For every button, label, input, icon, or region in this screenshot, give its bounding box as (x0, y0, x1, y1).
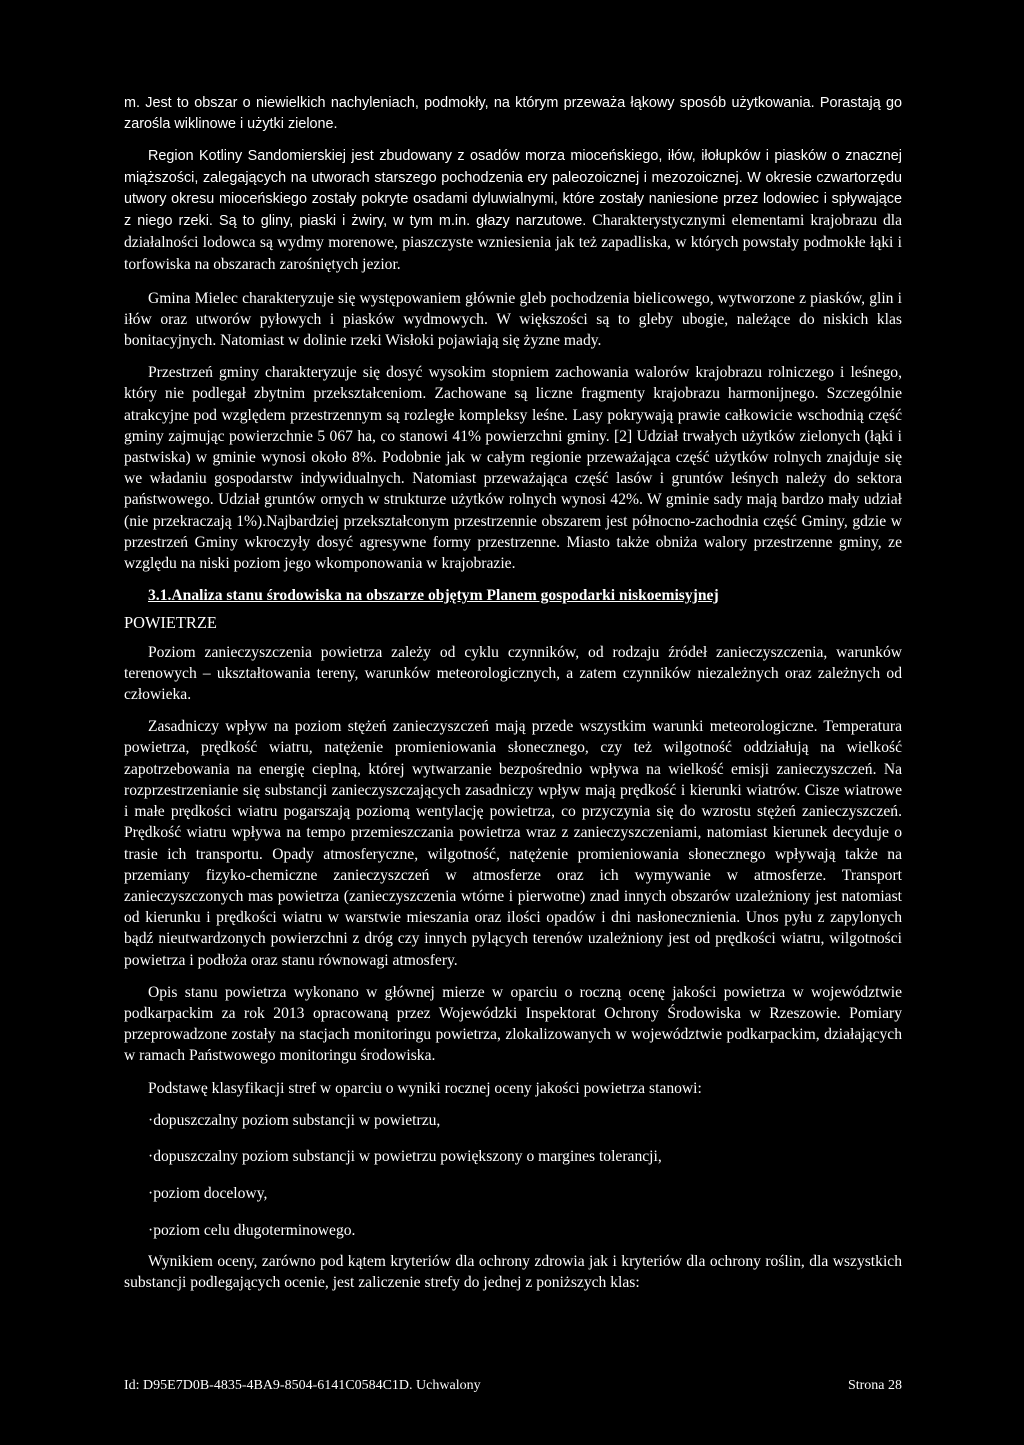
section-heading: 3.1.Analiza stanu środowiska na obszarze objętym Planem gospodarki niskoemisyjnej (148, 587, 719, 605)
section-subheading: POWIETRZE (124, 613, 217, 633)
paragraph-soils: Gmina Mielec charakteryzuje się występowaniem głównie gleb pochodzenia bielicowego, wytworzone z piasków, glin i iłów oraz utworów pyłowych i piasków wydmowych. W większości są to gleby ubogie, należące do niskich klas bonitacyjnych. Natomiast w dolinie rzeki Wisłoki pojawiają się żyzne mady. (124, 289, 902, 350)
paragraph-geology (124, 146, 902, 276)
list-item: ·dopuszczalny poziom substancji w powietrzu, (148, 1111, 441, 1129)
page-footer (124, 1378, 902, 1394)
classification-list (148, 1110, 902, 1241)
document-body (124, 93, 902, 1304)
paragraph-intro: m. Jest to obszar o niewielkich nachyleniach, podmokły, na którym przeważa łąkowy sposób użytkowania. Porastają go zarośla wiklinowe i użytki zielone. (124, 95, 902, 133)
paragraph-landscape: Przestrzeń gminy charakteryzuje się dosyć wysokim stopniem zachowania walorów krajobrazu rolniczego i leśnego, który nie podlegał zbytnim przekształceniom. Zachowane są liczne fragmenty krajobrazu harmonijnego. Szczególnie atrakcyjne pod względem przestrzennym są rozległe kompleksy leśne. Lasy pokrywają prawie całkowicie wschodnią część gminy zajmując powierzchnie 5 067 ha, co stanowi 41% powierzchni gminy. [2] Udział trwałych użytków zielonych (łąki i pastwiska) w gminie wynosi około 8%. Podobnie jak w całym regionie przeważająca część użytków rolnych znajduje się we władaniu gospodarstw indywidualnych. Natomiast przeważająca część lasów i gruntów leśnych należy do sektora państwowego. Udział gruntów ornych w strukturze użytków rolnych wynosi 42%. W gminie sady mają bardzo mały udział (nie przekraczają 1%).Najbardziej przekształconym przestrzennie obszarem jest północno-zachodnia część Gminy, gdzie w przestrzeń Gminy wkroczyły dosyć agresywne formy przestrzenne. Miasto także obniża walory przestrzenne gminy, ze względu na niski poziom jego wkomponowania w krajobrazie. (124, 364, 902, 573)
paragraph-air-pollution: Poziom zanieczyszczenia powietrza zależy od cyklu czynników, od rodzaju źródeł zanieczyszczenia, warunków terenowych – ukształtowania tereny, warunków meteorologicznych, a zatem czynników niezależnych oraz zależnych od człowieka. (124, 643, 902, 704)
page-number: Strona 28 (847, 1378, 902, 1393)
paragraph-result: Wynikiem oceny, zarówno pod kątem kryteriów dla ochrony zdrowia jak i kryteriów dla ochrony roślin, dla wszystkich substancji podlegających ocenie, jest zaliczenie strefy do jednej z poniższych klas: (124, 1253, 902, 1292)
paragraph-assessment: Opis stanu powietrza wykonano w głównej mierze w oparciu o roczną ocenę jakości powietrza w województwie podkarpackim za rok 2013 opracowaną przez Wojewódzki Inspektorat Ochrony Środowiska w Rzeszowie. Pomiary przeprowadzone zostały na stacjach monitoringu powietrza, zlokalizowanych w województwie podkarpackim, działających w ramach Państwowego monitoringu środowiska. (124, 983, 902, 1065)
paragraph-classification: Podstawę klasyfikacji stref w oparciu o wyniki rocznej oceny jakości powietrza stanowi: (148, 1079, 702, 1097)
paragraph-geology-text: Region Kotliny Sandomierskiej jest zbudowany z osadów morza mioceńskiego, iłów, iłołupków i piasków o znacznej miąższości, zalegających na utworach starszego pochodzenia ery paleozoicznej i mezozoicznej. W okresie czwartorzędu utwory okresu mioceńskiego zostały pokryte osadami dyluwialnymi, które zostały naniesione przez lodowiec i spływające z niego rzeki. Są to gliny, piaski i żwiry, w tym m.in. głazy narzutowe. (124, 148, 902, 230)
paragraph-meteorology: Zasadniczy wpływ na poziom stężeń zanieczyszczeń mają przede wszystkim warunki meteorologiczne. Temperatura powietrza, prędkość wiatru, natężenie promieniowania słonecznego, czy też wilgotność oddziałują na wielkość zapotrzebowania na energię cieplną, której wytwarzanie bezpośrednio wpływa na wielkość emisji zanieczyszczeń. Na rozprzestrzenianie się substancji zanieczyszczających zasadniczy wpływ mają prędkość i kierunki wiatrów. Cisze wiatrowe i małe prędkości wiatru pogarszają poziomą wentylację powietrza, co przyczynia się do wzrostu stężeń zanieczyszczeń. Prędkość wiatru wpływa na tempo przemieszczania powietrza wraz z zanieczyszczeniami, natomiast kierunek decyduje o trasie ich transportu. Opady atmosferyczne, wilgotność, natężenie promieniowania słonecznego wpływają także na przemiany fizyko-chemiczne zanieczyszczeń w atmosferze oraz ich wymywanie w atmosferze. Transport zanieczyszczonych mas powietrza (zanieczyszczenia wtórne i pierwotne) znad innych obszarów uzależniony jest natomiast od kierunku i prędkości wiatru w warstwie mieszania oraz ilości opadów i dni nasłonecznienia. Unos pyłu z zapylonych bądź nieutwardzonych powierzchni z dróg czy innych pylących terenów uzależniony jest od prędkości wiatru, wilgotności powietrza i podłoża oraz stanu równowagi atmosfery. (124, 718, 902, 969)
paragraph-landscape-text: Charakterystycznymi elementami krajobrazu dla działalności lodowca są wydmy morenowe, piaszczyste wzniesienia jak też zapadliska, w których powstały podmokłe łąki i torfowiska na obszarach zarośniętych jezior. (124, 212, 903, 274)
list-item: ·poziom celu długoterminowego. (148, 1221, 356, 1239)
list-item: ·poziom docelowy, (148, 1185, 268, 1203)
document-id: Id: D95E7D0B-4835-4BA9-8504-6141C0584C1D. Uchwalony (124, 1378, 481, 1393)
list-item: ·dopuszczalny poziom substancji w powietrzu powiększony o margines tolerancji, (148, 1148, 662, 1166)
